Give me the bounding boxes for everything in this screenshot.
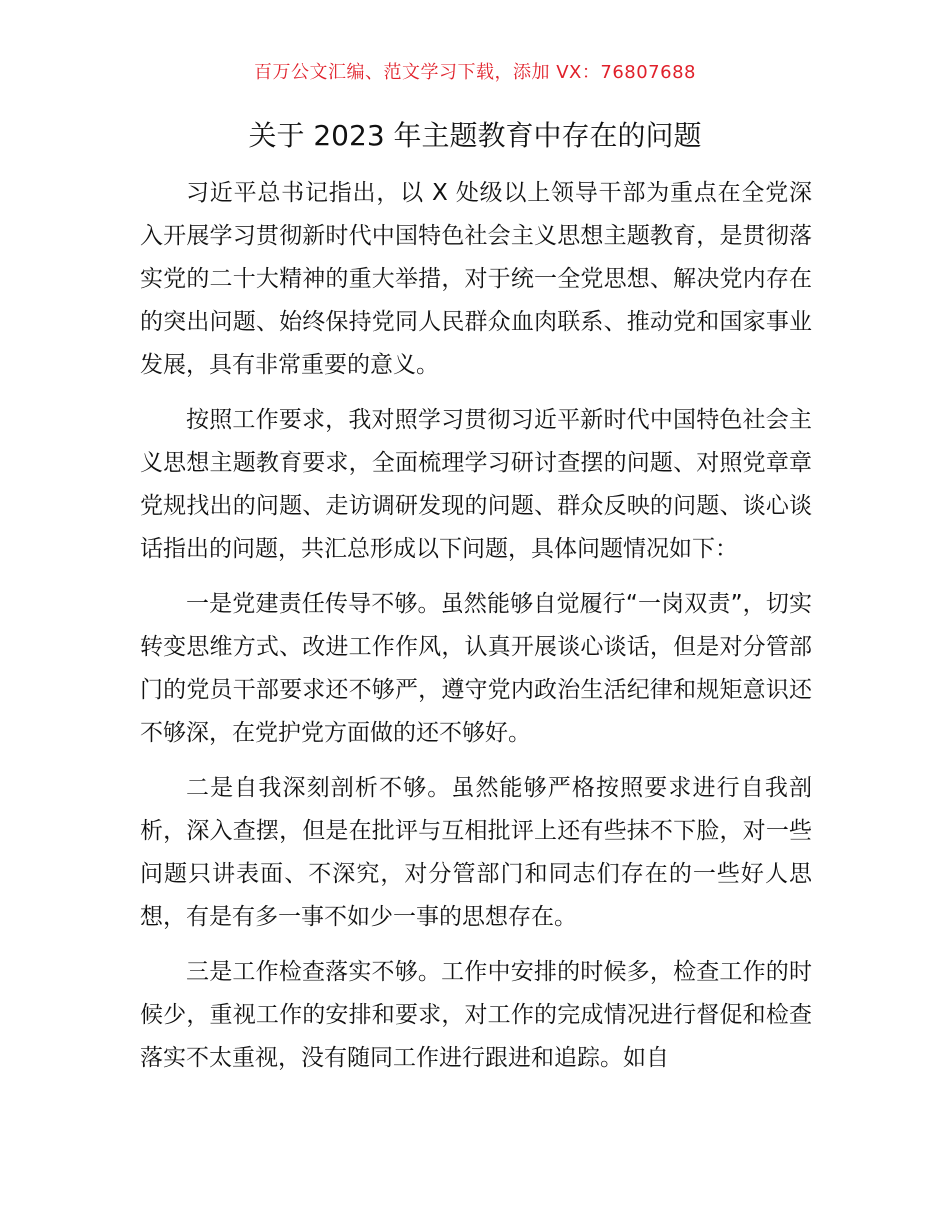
paragraph-issue-2: 二是自我深刻剖析不够。虽然能够严格按照要求进行自我剖析，深入查摆，但是在批评与互相批评上还有些抹不下脸，对一些问题只讲表面、不深究，对分管部门和同志们存在的一些好人思想，有是有多一事不如少一事的思想存在。 — [140, 775, 812, 930]
paragraph-requirements: 按照工作要求，我对照学习贯彻习近平新时代中国特色社会主义思想主题教育要求，全面梳理学习研讨查摆的问题、对照党章章党规找出的问题、走访调研发现的问题、群众反映的问题、谈心谈话指出的问题，共汇总形成以下问题，具体问题情况如下： — [140, 407, 812, 562]
header-note: 百万公文汇编、范文学习下载，添加 VX：76807688 — [254, 62, 696, 83]
paragraph-issue-1: 一是党建责任传导不够。虽然能够自觉履行“一岗双责”，切实转变思维方式、改进工作作风，认真开展谈心谈话，但是对分管部门的党员干部要求还不够严，遵守党内政治生活纪律和规矩意识还不够深，在党护党方面做的还不够好。 — [140, 591, 812, 746]
paragraph-intro: 习近平总书记指出，以 X 处级以上领导干部为重点在全党深入开展学习贯彻新时代中国特色社会主义思想主题教育，是贯彻落实党的二十大精神的重大举措，对于统一全党思想、解决党内存在的突出问题、始终保持党同人民群众血肉联系、推动党和国家事业发展，具有非常重要的意义。 — [140, 180, 812, 378]
paragraph-issue-3: 三是工作检查落实不够。工作中安排的时候多，检查工作的时候少，重视工作的安排和要求，对工作的完成情况进行督促和检查落实不太重视，没有随同工作进行跟进和追踪。如自 — [140, 959, 812, 1071]
document-title: 关于 2023 年主题教育中存在的问题 — [248, 119, 702, 152]
document-body — [140, 172, 812, 1092]
